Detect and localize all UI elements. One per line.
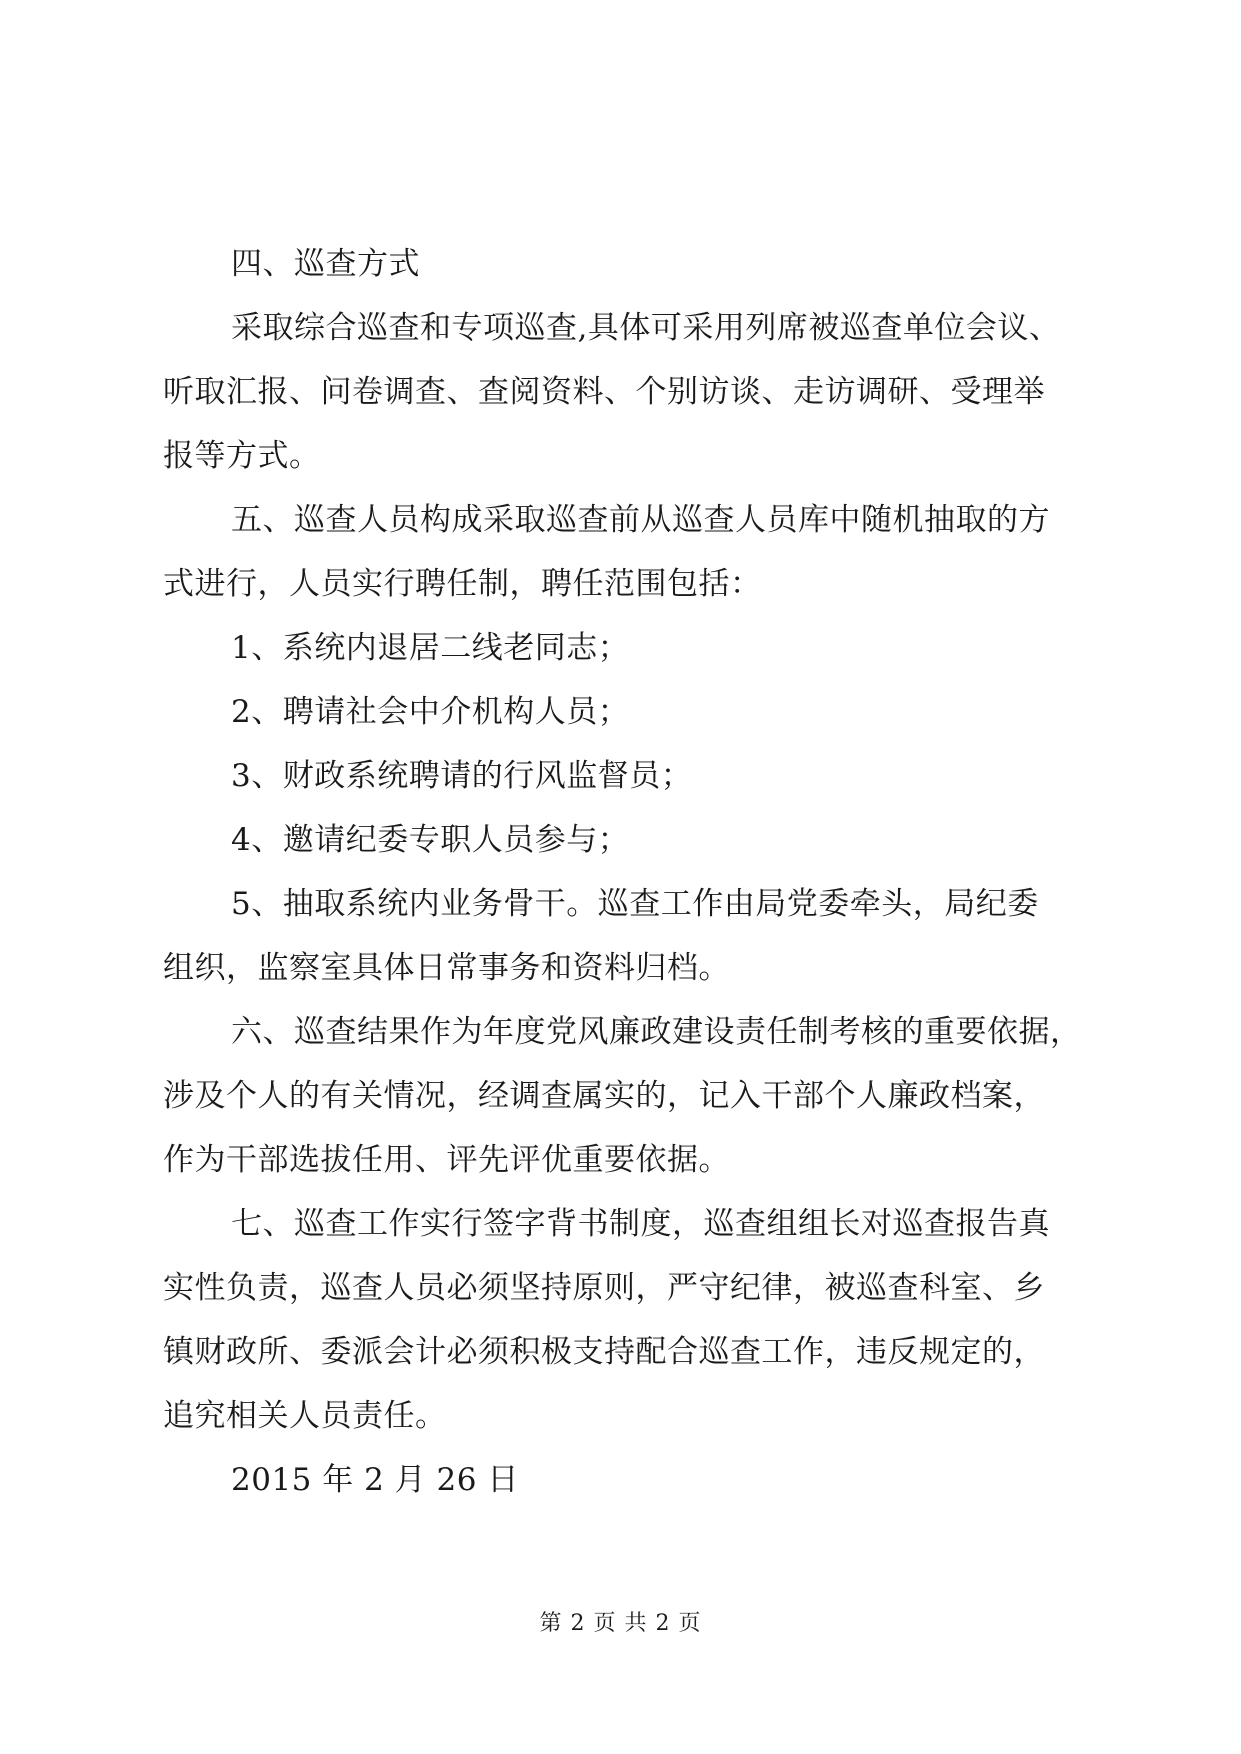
section-5-line: 五、巡查人员构成采取巡查前从巡查人员库中随机抽取的方 (231, 502, 1050, 538)
paragraph-line: 式进行，人员实行聘任制，聘任范围包括： (163, 566, 762, 602)
paragraph-line: 镇财政所、委派会计必须积极支持配合巡查工作，违反规定的， (163, 1334, 1045, 1370)
section-heading-4: 四、巡查方式 (231, 246, 420, 282)
paragraph-line: 涉及个人的有关情况，经调查属实的，记入干部个人廉政档案， (163, 1078, 1045, 1114)
paragraph-line: 作为干部选拔任用、评先评优重要依据。 (163, 1142, 730, 1178)
section-6-line: 六、巡查结果作为年度党风廉政建设责任制考核的重要依据， (231, 1014, 1082, 1050)
paragraph-line: 采取综合巡查和专项巡查,具体可采用列席被巡查单位会议、 (231, 310, 1061, 346)
paragraph-line: 听取汇报、问卷调查、查阅资料、个别访谈、走访调研、受理举 (163, 374, 1045, 410)
paragraph-line: 报等方式。 (163, 438, 321, 474)
list-item-5: 5、抽取系统内业务骨干。巡查工作由局党委牵头，局纪委 (231, 886, 1039, 922)
list-item-2: 2、聘请社会中介机构人员； (231, 694, 630, 730)
section-7-line: 七、巡查工作实行签字背书制度，巡查组组长对巡查报告真 (231, 1206, 1050, 1242)
list-item-1: 1、系统内退居二线老同志； (231, 630, 630, 666)
page-footer: 第 2 页 共 2 页 (539, 1611, 702, 1636)
paragraph-line: 实性负责，巡查人员必须坚持原则，严守纪律，被巡查科室、乡 (163, 1270, 1045, 1306)
document-date: 2015 年 2 月 26 日 (231, 1462, 519, 1498)
list-item-4: 4、邀请纪委专职人员参与； (231, 822, 630, 858)
list-item-3: 3、财政系统聘请的行风监督员； (231, 758, 693, 794)
document-body (163, 232, 1123, 1512)
paragraph-line: 追究相关人员责任。 (163, 1398, 447, 1434)
paragraph-line: 组织，监察室具体日常事务和资料归档。 (163, 950, 730, 986)
